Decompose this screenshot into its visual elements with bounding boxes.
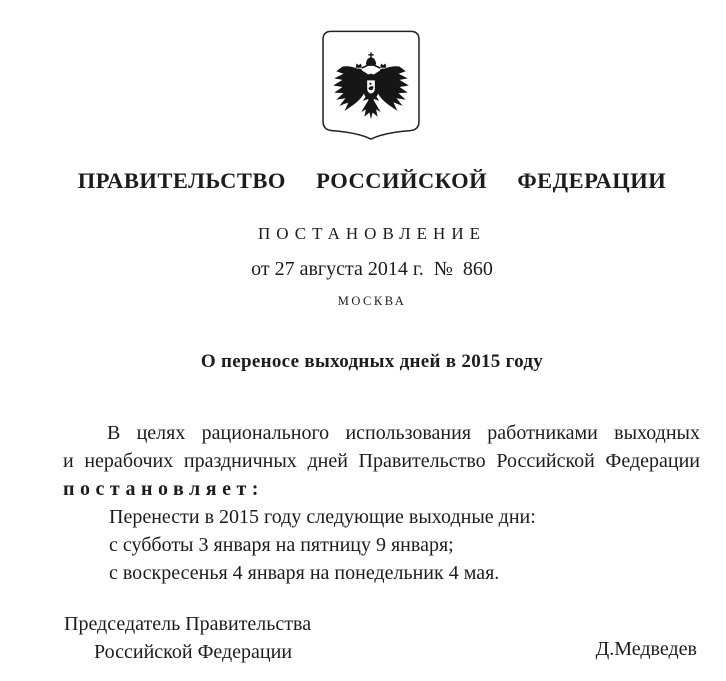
clause-line: с субботы 3 января на пятницу 9 января; <box>109 534 454 556</box>
intro-line-1: В целях рационального использования работниками выходных <box>107 422 700 444</box>
double-headed-eagle-icon <box>322 30 420 141</box>
document-body <box>63 419 700 587</box>
signature-position-line-2: Российской Федерации <box>94 641 293 663</box>
document-subject: О переносе выходных дней в 2015 году <box>200 351 544 372</box>
signature-name: Д.Медведев <box>595 638 697 660</box>
decree-verb: постановляет: <box>63 478 264 500</box>
document-type: ПОСТАНОВЛЕНИЕ <box>257 224 486 243</box>
document-date-number: от 27 августа 2014 г. № 860 <box>251 258 493 280</box>
signature-position-line-1: Председатель Правительства <box>64 613 312 635</box>
clause-line: Перенести в 2015 году следующие выходные дни: <box>109 506 536 528</box>
document-city: МОСКВА <box>337 294 407 308</box>
clause-line: с воскресенья 4 января на понедельник 4 мая. <box>109 562 500 584</box>
authority-name: ПРАВИТЕЛЬСТВО РОССИЙСКОЙ ФЕДЕРАЦИИ <box>77 168 667 193</box>
intro-line-2: и нерабочих праздничных дней Правительство Российской Федерации <box>63 450 700 472</box>
coat-of-arms <box>322 30 420 141</box>
